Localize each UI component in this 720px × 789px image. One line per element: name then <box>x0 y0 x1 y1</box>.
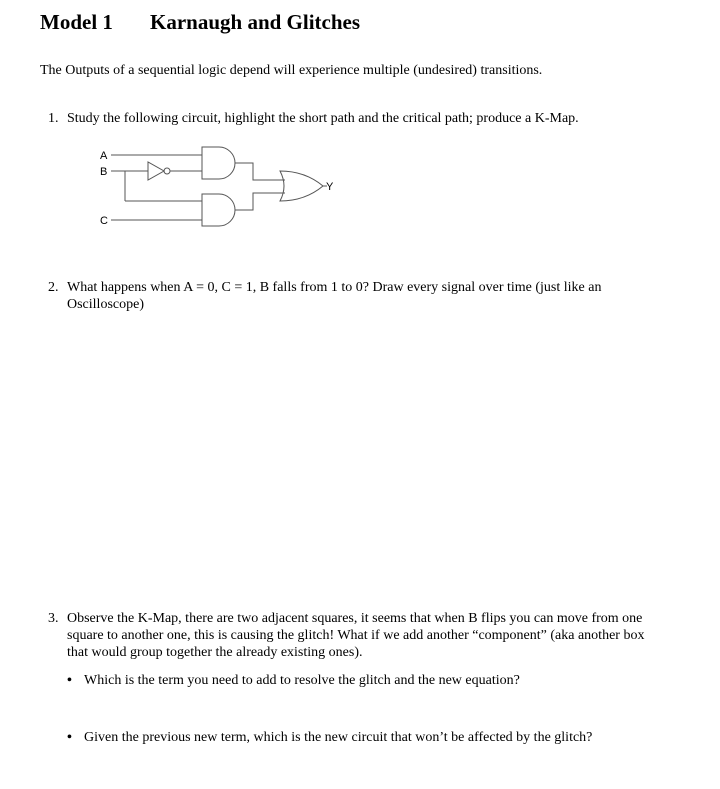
question-1 <box>48 110 668 127</box>
wire-and2-out <box>235 193 285 210</box>
wire-and1-out <box>235 163 285 180</box>
bullet-icon: • <box>67 673 72 688</box>
input-label-c: C <box>100 215 108 227</box>
and-gate-2 <box>202 194 235 226</box>
bullet-icon: • <box>67 730 72 745</box>
question-2 <box>48 279 668 313</box>
not-gate <box>148 162 164 180</box>
bullet-text: Which is the term you need to add to resolve the glitch and the new equation? <box>84 673 520 688</box>
bullet-item <box>67 673 667 689</box>
bullet-item <box>67 730 667 746</box>
question-number: 3. <box>48 611 59 626</box>
bullet-text: Given the previous new term, which is the new circuit that won’t be affected by the glitch? <box>84 730 593 745</box>
question-text: What happens when A = 0, C = 1, B falls from 1 to 0? Draw every signal over time (just like an Oscilloscope) <box>67 280 602 312</box>
output-label-y: Y <box>326 181 334 193</box>
title-text: Karnaugh and Glitches <box>150 10 361 34</box>
question-text: Study the following circuit, highlight the short path and the critical path; produce a K-Map. <box>67 111 579 126</box>
question-3 <box>48 610 668 661</box>
input-label-a: A <box>100 150 108 162</box>
intro-paragraph: The Outputs of a sequential logic depend will experience multiple (undesired) transitions. <box>40 63 543 78</box>
question-number: 1. <box>48 111 59 126</box>
question-number: 2. <box>48 280 59 295</box>
and-gate-1 <box>202 147 235 179</box>
question-text: Observe the K-Map, there are two adjacent squares, it seems that when B flips you can move from one square to another one, this is causing the glitch! What if we add another “component” (aka another box that would group together the already existing ones). <box>67 611 645 660</box>
or-gate <box>280 171 323 201</box>
model-label: Model 1 <box>40 10 113 34</box>
input-label-b: B <box>100 166 108 178</box>
page-title <box>40 10 360 35</box>
circuit-diagram <box>95 143 355 238</box>
